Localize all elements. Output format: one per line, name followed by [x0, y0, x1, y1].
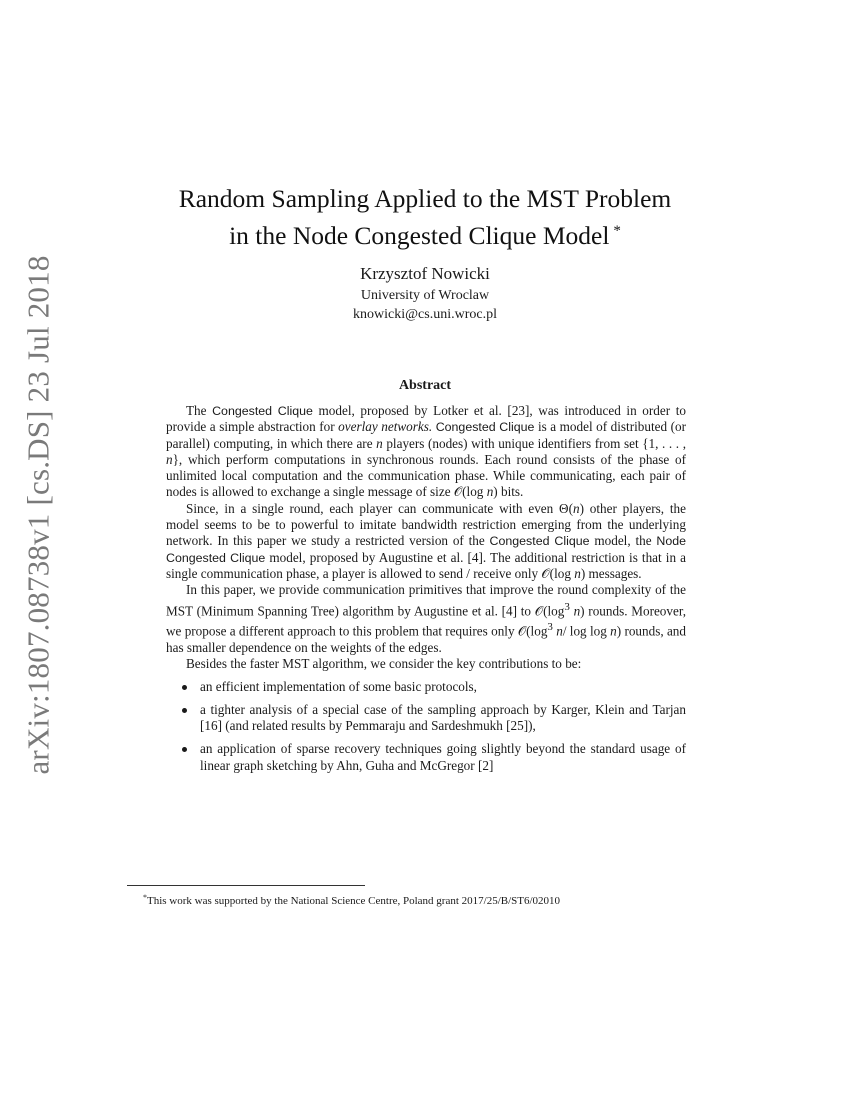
- title-footnote-mark: *: [613, 223, 621, 239]
- text-run: / log log: [562, 623, 611, 639]
- author-email: knowicki@cs.uni.wroc.pl: [353, 307, 497, 322]
- text-run: In this paper, we provide communication primitives that improve the round complexity of the MST (Minimum Spanning Tree) algorithm by Augustine et al. [4] to 𝒪(log: [166, 582, 686, 618]
- math-exponent: 3: [547, 621, 553, 634]
- text-run: is a model of distributed (or parallel) computing, in which there are: [166, 419, 686, 451]
- footnote-mark: *: [143, 893, 147, 902]
- text-run: model, proposed by Lotker et al. [23], was introduced in order to provide a simple abstraction for: [166, 403, 686, 435]
- author-name: Krzysztof Nowicki: [360, 264, 490, 283]
- arxiv-identifier-text: arXiv:1807.08738v1 [cs.DS] 23 Jul 2018: [21, 255, 57, 775]
- abstract-paragraph-2: [166, 501, 686, 582]
- model-name-node-congested-clique: Node Congested Clique: [166, 534, 686, 565]
- footnote: [143, 891, 743, 908]
- text-run: Since, in a single round, each player can communicate with even Θ(: [186, 500, 573, 516]
- title-line-2-text: in the Node Congested Clique Model: [229, 221, 610, 250]
- text-run: }, which perform computations in synchronous rounds. Each round consists of the phase of unlimited local computation and the communication phase. While communicating, each pair of nodes is allowed to exchange a single message of size 𝒪(log: [166, 451, 686, 500]
- math-variable-n: n: [166, 451, 173, 467]
- footnote-text: This work was supported by the National Science Centre, Poland grant 2017/25/B/ST6/02010: [147, 895, 561, 907]
- text-run: ) rounds. Moreover, we propose a different approach to this problem that requires only 𝒪(log: [166, 602, 687, 639]
- abstract-body: [166, 403, 686, 781]
- math-variable-n: n: [574, 565, 581, 581]
- list-item: a tighter analysis of a special case of the sampling approach by Karger, Klein and Tarjan [16] (and related results by Pemmaraju and Sardeshmukh [25]),: [200, 701, 686, 734]
- text-run: ) messages.: [580, 565, 642, 581]
- text-run: ) rounds, and has smaller dependence on the weights of the edges.: [166, 623, 686, 655]
- text-run: model, proposed by Augustine et al. [4]. The additional restriction is that in a single communication phase, a player is allowed to send / receive only 𝒪(log: [166, 549, 686, 581]
- model-name-congested-clique: Congested Clique: [489, 534, 590, 549]
- list-item: an efficient implementation of some basic protocols,: [200, 679, 686, 695]
- abstract-paragraph-3: [166, 582, 686, 656]
- math-variable-n: n: [573, 602, 581, 618]
- model-name-congested-clique: Congested Clique: [212, 404, 313, 418]
- author-block: [170, 262, 680, 324]
- title-line-2: [120, 215, 730, 252]
- text-run: ) bits.: [493, 484, 524, 500]
- model-name-congested-clique: Congested Clique: [435, 420, 535, 435]
- footnote-divider: [127, 885, 365, 886]
- title-line-1: Random Sampling Applied to the MST Problem: [178, 184, 672, 213]
- math-variable-n: n: [610, 623, 617, 639]
- text-run: model, the: [589, 533, 657, 549]
- math-variable-n: n: [486, 484, 494, 500]
- emphasis-overlay-networks: overlay networks.: [338, 419, 433, 435]
- math-variable-n: n: [556, 623, 563, 639]
- text-run: ) other players, the model seems to be to powerful to imitate bandwidth restriction emerging from the underlying network. In this paper we study a restricted version of the: [166, 500, 686, 549]
- arxiv-identifier-stamp: [19, 255, 59, 775]
- math-variable-n: n: [572, 500, 580, 516]
- text-run: The: [186, 403, 213, 418]
- list-item: an application of sparse recovery techniques going slightly beyond the standard usage of linear graph sketching by Ahn, Guha and McGregor [2]: [200, 741, 686, 773]
- paper-title: [120, 182, 730, 252]
- math-exponent: 3: [564, 600, 570, 613]
- text-run: players (nodes) with unique identifiers from set {1, . . . ,: [382, 435, 686, 451]
- math-variable-n: n: [376, 435, 383, 451]
- author-affiliation: University of Wroclaw: [360, 288, 490, 303]
- abstract-heading: Abstract: [398, 378, 452, 393]
- abstract-paragraph-4: Besides the faster MST algorithm, we consider the key contributions to be:: [186, 656, 582, 672]
- contributions-list: [166, 679, 686, 774]
- abstract-paragraph-1: [166, 403, 686, 501]
